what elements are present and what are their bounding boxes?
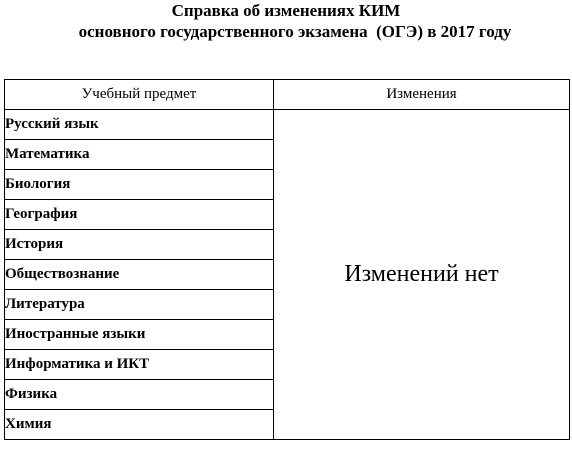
changes-cell: Изменений нет (274, 110, 570, 440)
subject-cell: Биология (5, 170, 274, 200)
subject-cell: Обществознание (5, 260, 274, 290)
table-row (5, 110, 570, 140)
subject-cell: Информатика и ИКТ (5, 350, 274, 380)
header-changes: Изменения (274, 80, 570, 110)
subject-cell: Физика (5, 380, 274, 410)
table-header-row (5, 80, 570, 110)
header-subject: Учебный предмет (5, 80, 274, 110)
changes-table (4, 79, 570, 440)
title-line-1: Справка об изменениях КИМ (171, 1, 401, 20)
subject-cell: Химия (5, 410, 274, 440)
subject-cell: Русский язык (5, 110, 274, 140)
subject-cell: Иностранные языки (5, 320, 274, 350)
document-title (0, 0, 572, 42)
subject-cell: Литература (5, 290, 274, 320)
subject-cell: История (5, 230, 274, 260)
subject-cell: Математика (5, 140, 274, 170)
subject-cell: География (5, 200, 274, 230)
title-line-2: основного государственного экзамена (ОГЭ) в 2017 году (78, 22, 512, 41)
